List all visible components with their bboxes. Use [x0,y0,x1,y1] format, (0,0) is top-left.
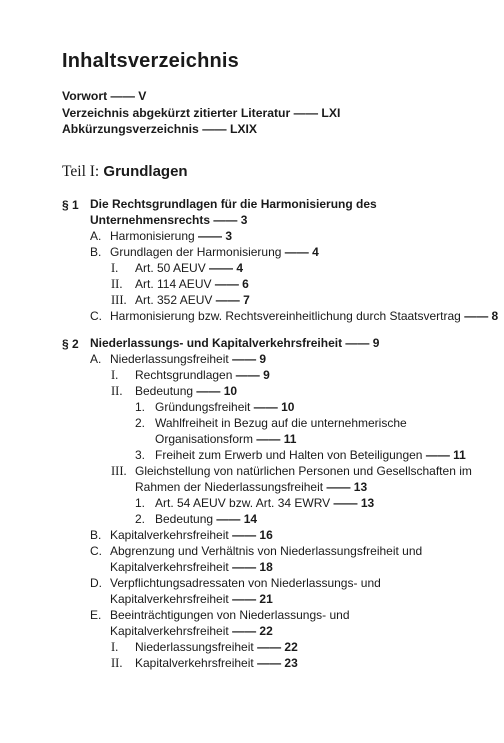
toc-entry: Freiheit zum Erwerb und Halten von Beteiligungen —— 11 [155,448,466,462]
toc-entry: Gleichstellung von natürlichen Personen und Gesellschaften im [135,464,472,478]
entry-marker: I. [111,368,119,382]
toc-entry: Kapitalverkehrsfreiheit —— 23 [135,656,298,670]
toc-entry: Gründungsfreiheit —— 10 [155,400,295,414]
toc-entry: Niederlassungsfreiheit —— 9 [110,352,267,366]
leader-dash: —— [293,105,319,120]
entry-marker: II. [111,277,123,291]
part-heading [62,163,188,181]
toc-entry-cont: Organisationsform —— 11 [155,432,297,446]
entry-marker: B. [90,245,102,259]
entry-marker: 3. [135,448,146,462]
entry-label: Abkürzungsverzeichnis [62,122,199,136]
toc-entry-cont: Kapitalverkehrsfreiheit —— 22 [110,624,273,638]
entry-marker: II. [111,384,123,398]
toc-entry: Wahlfreiheit in Bezug auf die unternehmerische [155,416,407,430]
section-number: § 2 [62,337,79,351]
page-number: LXIX [229,122,258,136]
entry-marker: 1. [135,400,146,414]
toc-entry: Bedeutung —— 14 [155,512,258,526]
toc-entry: Beeinträchtigungen von Niederlassungs- und [110,608,350,622]
section-number: § 1 [62,198,79,212]
front-entry-abkuerzungen [62,121,340,138]
entry-marker: I. [111,640,119,654]
toc-entry: Art. 50 AEUV —— 4 [135,261,244,275]
front-entry-vorwort [62,88,340,105]
toc-entry: Bedeutung —— 10 [135,384,238,398]
section-title: Die Rechtsgrundlagen für die Harmonisierung des [90,197,377,211]
entry-marker: III. [111,464,127,478]
toc-entry-cont: Kapitalverkehrsfreiheit —— 18 [110,560,273,574]
entry-marker: I. [111,261,119,275]
entry-marker: E. [90,608,102,622]
entry-marker: C. [90,544,102,558]
page-number: V [138,89,147,103]
toc-entry: Niederlassungsfreiheit —— 22 [135,640,298,654]
entry-marker: D. [90,576,102,590]
leader-dash: —— [202,122,227,136]
toc-entry: Grundlagen der Harmonisierung —— 4 [110,245,319,259]
toc-entry: Harmonisierung bzw. Rechtsvereinheitlichung durch Staatsvertrag —— 8 [110,309,499,323]
toc-entry: Verpflichtungsadressaten von Niederlassungs- und [110,576,381,590]
toc-entry-cont: Rahmen der Niederlassungsfreiheit —— 13 [135,480,368,494]
part-title: Grundlagen [103,163,188,180]
page-number: LXI [321,105,341,120]
section-title: Niederlassungs- und Kapitalverkehrsfreiheit —— 9 [90,336,380,350]
entry-label: Vorwort [62,89,108,103]
part-label: Teil I: [62,163,100,180]
entry-marker: 1. [135,496,146,510]
toc-entry: Art. 352 AEUV —— 7 [135,293,250,307]
toc-entry: Kapitalverkehrsfreiheit —— 16 [110,528,273,542]
page-title: Inhaltsverzeichnis [62,50,239,72]
toc-entry: Harmonisierung —— 3 [110,229,233,243]
entry-marker: 2. [135,512,146,526]
entry-label: Verzeichnis abgekürzt zitierter Literatur [62,105,291,120]
entry-marker: II. [111,656,123,670]
front-matter-list [62,88,340,138]
toc-entry: Art. 54 AEUV bzw. Art. 34 EWRV —— 13 [155,496,375,510]
front-entry-literatur [62,105,340,122]
leader-dash: —— [110,89,135,103]
entry-marker: B. [90,528,102,542]
entry-marker: 2. [135,416,146,430]
toc-entry: Rechtsgrundlagen —— 9 [135,368,270,382]
entry-marker: A. [90,352,102,366]
toc-entry-cont: Kapitalverkehrsfreiheit —— 21 [110,592,273,606]
entry-marker: A. [90,229,102,243]
toc-entry: Art. 114 AEUV —— 6 [135,277,249,291]
entry-marker: C. [90,309,102,323]
entry-marker: III. [111,293,127,307]
toc-entry: Abgrenzung und Verhältnis von Niederlassungsfreiheit und [110,544,423,558]
section-title-cont: Unternehmensrechts —— 3 [90,213,248,227]
